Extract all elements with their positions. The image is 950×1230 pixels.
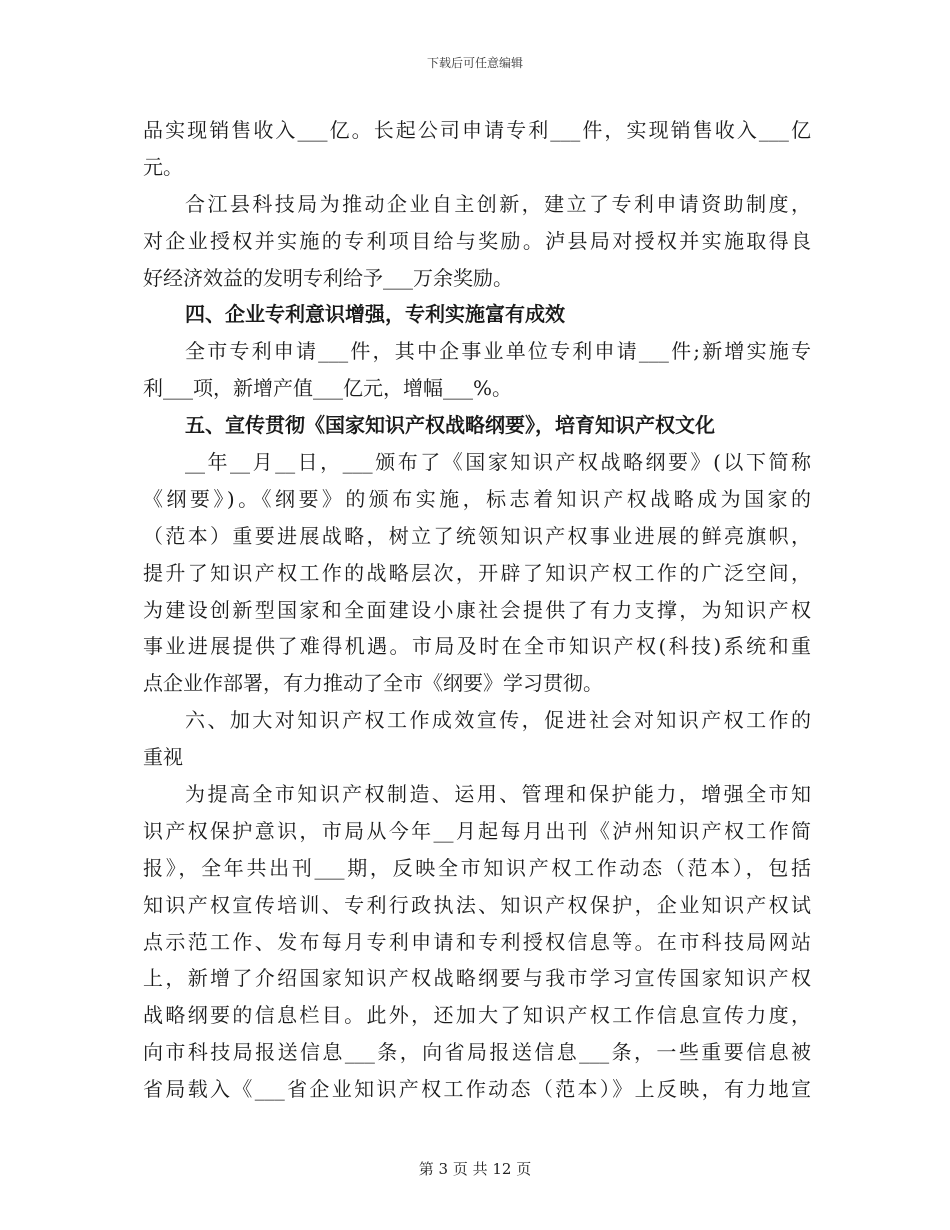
- paragraph-line: 点企业作部署，有力推动了全市《纲要》学习贯彻。: [143, 671, 603, 696]
- paragraph-line: 重视: [143, 745, 183, 770]
- section-heading-line: 四、企业专利意识增强，专利实施富有成效: [185, 302, 565, 327]
- paragraph-line: 上，新增了介绍国家知识产权战略纲要与我市学习宣传国家知识产权: [143, 966, 811, 991]
- paragraph-line: 全市专利申请___件，其中企事业单位专利申请___件;新增实施专: [185, 339, 811, 364]
- page-header: 下载后可任意编辑: [426, 56, 523, 70]
- paragraph-line: 好经济效益的发明专利给予___万余奖励。: [143, 265, 513, 290]
- page-footer: 第 3 页 共 12 页: [418, 1160, 532, 1178]
- paragraph-line: 为建设创新型国家和全面建设小康社会提供了有力支撑，为知识产权: [143, 597, 811, 622]
- paragraph-line: __年__月__日，___颁布了《国家知识产权战略纲要》(以下简称: [185, 450, 811, 475]
- paragraph-line: 合江县科技局为推动企业自主创新，建立了专利申请资助制度，: [185, 191, 811, 216]
- paragraph-line: 向市科技局报送信息___条，向省局报送信息___条，一些重要信息被: [143, 1040, 811, 1065]
- paragraph-line: 报》，全年共出刊___期，反映全市知识产权工作动态（范本），包括: [143, 855, 811, 880]
- paragraph-line: 战略纲要的信息栏目。此外，还加大了知识产权工作信息宣传力度，: [143, 1003, 811, 1028]
- paragraph-line: 对企业授权并实施的专利项目给与奖励。泸县局对授权并实施取得良: [143, 228, 811, 253]
- paragraph-line: 元。: [143, 154, 183, 179]
- paragraph-line: 品实现销售收入___亿。长起公司申请专利___件，实现销售收入___亿: [143, 118, 811, 142]
- paragraph-line: 识产权保护意识，市局从今年__月起每月出刊《泸州知识产权工作简: [143, 818, 811, 843]
- paragraph-line: 利___项，新增产值___亿元，增幅___%。: [143, 376, 513, 401]
- document-body: [143, 112, 811, 1108]
- paragraph-line: 《纲要》)。《纲要》的颁布实施，标志着知识产权战略成为国家的: [143, 486, 811, 511]
- paragraph-line: 点示范工作、发布每月专利申请和专利授权信息等。在市科技局网站: [143, 929, 811, 954]
- paragraph-line: （范本）重要进展战略，树立了统领知识产权事业进展的鲜亮旗帜，: [143, 523, 811, 548]
- paragraph-line: 提升了知识产权工作的战略层次，开辟了知识产权工作的广泛空间，: [143, 560, 811, 585]
- paragraph-line: 知识产权宣传培训、专利行政执法、知识产权保护，企业知识产权试: [143, 892, 811, 917]
- paragraph-line: 省局载入《___省企业知识产权工作动态（范本）》上反映，有力地宣: [143, 1077, 811, 1102]
- paragraph-line: 六、加大对知识产权工作成效宣传，促进社会对知识产权工作的: [185, 708, 811, 733]
- paragraph-line: 为提高全市知识产权制造、运用、管理和保护能力，增强全市知: [185, 782, 811, 807]
- paragraph-line: 事业进展提供了难得机遇。市局及时在全市知识产权(科技)系统和重: [143, 634, 811, 659]
- section-heading-line: 五、宣传贯彻《国家知识产权战略纲要》，培育知识产权文化: [185, 413, 715, 438]
